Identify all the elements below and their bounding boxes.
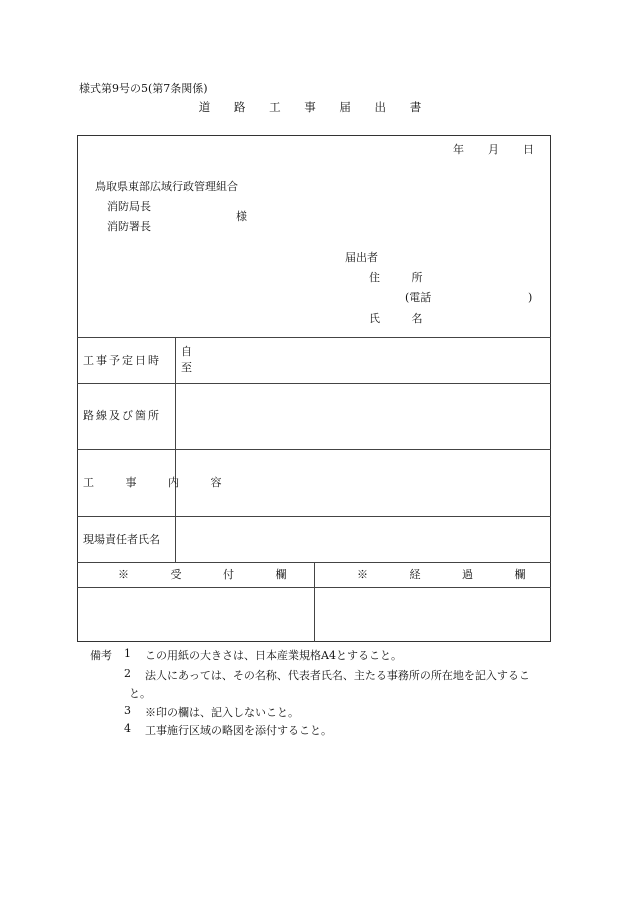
page-title: 道 路 工 事 届 出 書 — [198, 100, 432, 114]
schedule-label: 工事予定日時 — [83, 354, 161, 367]
note-number: 2 — [124, 667, 131, 680]
addressee-station-chief: 消防署長 — [107, 220, 151, 233]
addressee-fire-chief: 消防局長 — [107, 200, 151, 213]
divider — [314, 562, 315, 642]
schedule-from-label: 自 — [181, 345, 192, 358]
divider — [77, 383, 551, 384]
date-day-label: 日 — [523, 143, 534, 156]
note-text: 法人にあっては、その名称、代表者氏名、主たる事務所の所在地を記入するこ — [145, 669, 530, 682]
note-number: 1 — [124, 647, 131, 660]
content-label: 工 事 内 容 — [83, 476, 236, 489]
reception-header: ※ 受 付 欄 — [118, 568, 306, 581]
applicant-phone-close: ) — [528, 291, 533, 304]
note-text-continued: と。 — [129, 687, 151, 700]
route-label: 路線及び箇所 — [83, 409, 161, 422]
schedule-to-label: 至 — [181, 361, 192, 374]
form-id: 様式第9号の5(第7条関係) — [79, 82, 208, 95]
applicant-label: 届出者 — [345, 251, 378, 264]
divider — [77, 516, 551, 517]
divider — [77, 337, 551, 338]
note-number: 4 — [124, 722, 131, 735]
note-text: 工事施行区域の略図を添付すること。 — [145, 724, 332, 737]
date-month-label: 月 — [488, 143, 499, 156]
notes-heading: 備考 — [90, 649, 112, 662]
progress-header: ※ 経 過 欄 — [357, 568, 545, 581]
date-year-label: 年 — [453, 143, 464, 156]
note-number: 3 — [124, 704, 131, 717]
addressee-honorific: 様 — [236, 210, 247, 223]
divider — [77, 449, 551, 450]
applicant-phone-label: (電話 — [405, 291, 432, 304]
applicant-name-label: 氏 名 — [369, 312, 437, 325]
note-text: ※印の欄は、記入しないこと。 — [145, 706, 299, 719]
applicant-address-label: 住 所 — [369, 271, 437, 284]
addressee-org: 鳥取県東部広域行政管理組合 — [95, 180, 238, 193]
note-text: この用紙の大きさは、日本産業規格A4とすること。 — [145, 649, 402, 662]
manager-label: 現場責任者氏名 — [83, 533, 160, 546]
divider — [175, 337, 176, 562]
